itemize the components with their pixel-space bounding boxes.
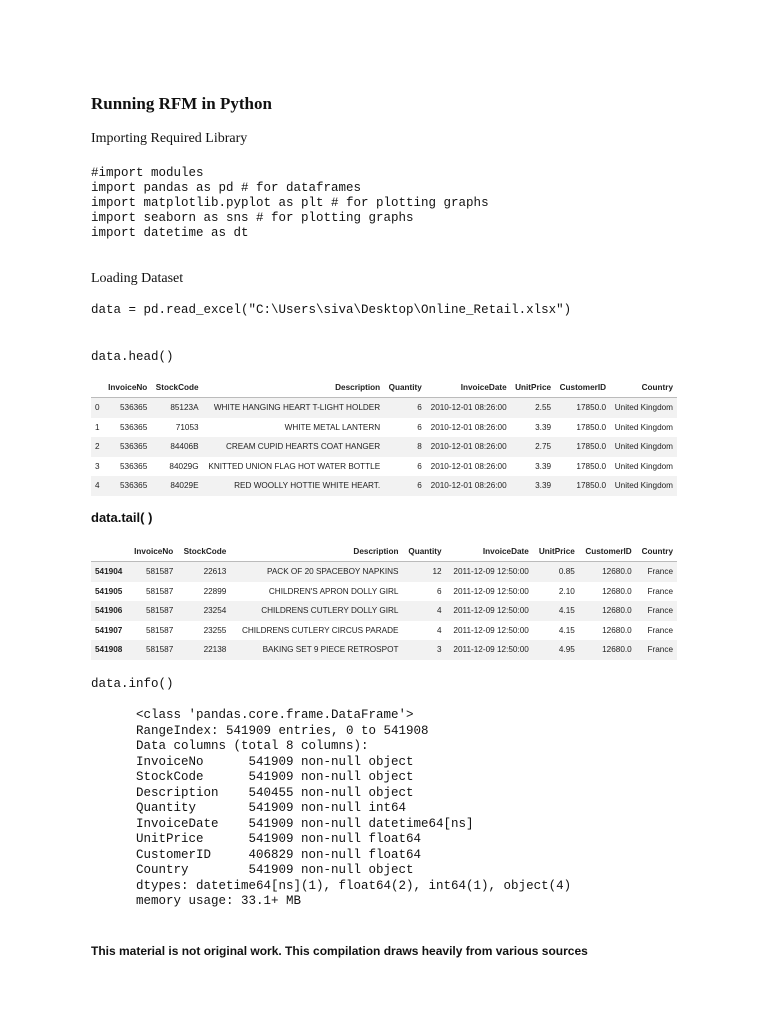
table-cell: 6 — [417, 422, 422, 432]
table-cell: 12680.0 — [602, 625, 632, 635]
column-header — [91, 542, 128, 562]
table-cell: 2010-12-01 08:26:00 — [426, 437, 511, 457]
table-cell: 536365 — [119, 461, 148, 471]
table-cell: 12 — [402, 562, 445, 582]
column-header: InvoiceNo — [128, 542, 177, 562]
table-cell: 536365 — [119, 422, 148, 432]
table-cell: 22899 — [203, 586, 227, 596]
table-cell: 4.15 — [533, 601, 579, 621]
table-header-row — [91, 378, 677, 398]
table-cell: France — [647, 625, 673, 635]
table-cell: 536365 — [104, 437, 152, 457]
import-code-block: #import modules import pandas as pd # for dataframes import matplotlib.pyplot as plt # for plotting graphs import seaborn as sns # for plotting graphs import datetime as dt — [91, 166, 489, 240]
table-cell: 71053 — [175, 422, 199, 432]
row-index-cell: 541904 — [91, 562, 128, 582]
table-row — [91, 418, 677, 438]
table-cell: 2.10 — [558, 586, 575, 596]
column-header: StockCode — [151, 378, 202, 398]
table-cell: 85123A — [151, 398, 202, 418]
table-cell: 17850.0 — [555, 398, 610, 418]
info-code-line: data.info() — [91, 677, 174, 691]
table-cell: 0.85 — [533, 562, 579, 582]
table-cell: France — [636, 562, 677, 582]
column-header: CustomerID — [579, 542, 636, 562]
table-row — [91, 457, 677, 477]
row-index-cell: 541907 — [95, 625, 123, 635]
table-cell: 2011-12-09 12:50:00 — [446, 640, 533, 660]
table-cell: 2011-12-09 12:50:00 — [446, 601, 533, 621]
column-header: Description — [203, 378, 385, 398]
table-cell: France — [647, 586, 673, 596]
table-cell: 17850.0 — [576, 461, 607, 471]
table-cell: CHILDREN'S APRON DOLLY GIRL — [268, 586, 399, 596]
table-cell: 84406B — [151, 437, 202, 457]
table-row — [91, 437, 677, 457]
tail-dataframe-table — [91, 542, 677, 660]
table-cell: 2010-12-01 08:26:00 — [426, 398, 511, 418]
table-cell: WHITE METAL LANTERN — [284, 422, 381, 432]
column-header — [91, 378, 104, 398]
table-cell: 3.39 — [511, 476, 555, 496]
table-cell: 12680.0 — [579, 640, 636, 660]
table-cell: 2011-12-09 12:50:00 — [453, 586, 529, 596]
column-header: UnitPrice — [511, 378, 555, 398]
table-cell: 17850.0 — [555, 476, 610, 496]
load-code-line: data = pd.read_excel("C:\Users\siva\Desktop\Online_Retail.xlsx") — [91, 303, 572, 317]
table-cell: 3.39 — [535, 422, 552, 432]
table-cell: 2.55 — [511, 398, 555, 418]
table-cell: 3 — [402, 640, 445, 660]
footer-disclaimer: This material is not original work. This compilation draws heavily from various sources — [91, 944, 588, 958]
table-cell: 84029E — [151, 476, 202, 496]
column-header: Country — [636, 542, 677, 562]
table-cell: RED WOOLLY HOTTIE WHITE HEART. — [203, 476, 385, 496]
row-index-cell: 541908 — [91, 640, 128, 660]
info-output-block: <class 'pandas.core.frame.DataFrame'> RangeIndex: 541909 entries, 0 to 541908 Data columns (total 8 columns): InvoiceNo 541909 non-null object StockCode 541909 non-null object Description 540455 non-null object Quantity 541909 non-null int64 InvoiceDate 541909 non-null datetime64[ns] UnitPrice 541909 non-null float64 CustomerID 406829 non-null float64 Country 541909 non-null object dtypes: datetime64[ns](1), float64(2), int64(1), object(4) memory usage: 33.1+ MB — [136, 708, 572, 908]
column-header: CustomerID — [555, 378, 610, 398]
table-row — [91, 621, 677, 641]
table-cell: 17850.0 — [555, 437, 610, 457]
table-cell: CHILDRENS CUTLERY CIRCUS PARADE — [241, 625, 399, 635]
table-row — [91, 476, 677, 496]
table-cell: CHILDRENS CUTLERY DOLLY GIRL — [230, 601, 402, 621]
table-cell: 4 — [402, 601, 445, 621]
table-cell: 581587 — [128, 640, 177, 660]
column-header: Description — [230, 542, 402, 562]
table-row — [91, 582, 677, 602]
table-cell: WHITE HANGING HEART T-LIGHT HOLDER — [203, 398, 385, 418]
row-index-cell: 541905 — [95, 586, 123, 596]
column-header: UnitPrice — [533, 542, 579, 562]
column-header: InvoiceNo — [104, 378, 152, 398]
table-row — [91, 640, 677, 660]
table-cell: 6 — [384, 476, 426, 496]
section-heading-import: Importing Required Library — [91, 131, 248, 146]
table-cell: United Kingdom — [614, 422, 673, 432]
table-cell: 84029G — [169, 461, 199, 471]
table-cell: 2011-12-09 12:50:00 — [453, 625, 529, 635]
table-cell: 2.75 — [511, 437, 555, 457]
table-cell: 8 — [384, 437, 426, 457]
table-cell: CREAM CUPID HEARTS COAT HANGER — [203, 437, 385, 457]
column-header: StockCode — [177, 542, 230, 562]
row-index-cell: 3 — [95, 461, 100, 471]
table-cell: 6 — [437, 586, 442, 596]
table-cell: 17850.0 — [576, 422, 607, 432]
table-cell: 536365 — [104, 398, 152, 418]
row-index-cell: 541906 — [91, 601, 128, 621]
column-header: Country — [610, 378, 677, 398]
row-index-cell: 4 — [91, 476, 104, 496]
table-cell: 12680.0 — [579, 601, 636, 621]
table-cell: 22138 — [177, 640, 230, 660]
row-index-cell: 2 — [91, 437, 104, 457]
table-cell: 12680.0 — [602, 586, 632, 596]
column-header: InvoiceDate — [446, 542, 533, 562]
table-cell: 2011-12-09 12:50:00 — [446, 562, 533, 582]
table-cell: 3.39 — [535, 461, 552, 471]
table-cell: 4.15 — [558, 625, 575, 635]
table-cell: 2010-12-01 08:26:00 — [430, 461, 507, 471]
table-cell: 23255 — [203, 625, 227, 635]
table-cell: 23254 — [177, 601, 230, 621]
table-cell: United Kingdom — [610, 437, 677, 457]
table-header-row — [91, 542, 677, 562]
row-index-cell: 1 — [95, 422, 100, 432]
table-cell: 581587 — [128, 601, 177, 621]
head-dataframe-table — [91, 378, 677, 496]
section-heading-loading: Loading Dataset — [91, 271, 184, 286]
table-cell: 2010-12-01 08:26:00 — [426, 476, 511, 496]
table-cell: France — [636, 640, 677, 660]
page-title: Running RFM in Python — [91, 94, 272, 113]
table-row — [91, 398, 677, 418]
column-header: InvoiceDate — [426, 378, 511, 398]
table-cell: 12680.0 — [579, 562, 636, 582]
table-cell: United Kingdom — [610, 476, 677, 496]
column-header: Quantity — [384, 378, 426, 398]
table-cell: 6 — [384, 398, 426, 418]
table-cell: PACK OF 20 SPACEBOY NAPKINS — [230, 562, 402, 582]
table-cell: 581587 — [145, 586, 174, 596]
table-row — [91, 562, 677, 582]
table-cell: 4 — [437, 625, 442, 635]
table-cell: KNITTED UNION FLAG HOT WATER BOTTLE — [208, 461, 381, 471]
table-cell: 581587 — [145, 625, 174, 635]
table-cell: United Kingdom — [610, 398, 677, 418]
tail-code-label: data.tail( ) — [91, 510, 153, 525]
table-cell: 581587 — [128, 562, 177, 582]
table-row — [91, 601, 677, 621]
table-cell: 6 — [417, 461, 422, 471]
column-header: Quantity — [402, 542, 445, 562]
table-cell: 536365 — [104, 476, 152, 496]
table-cell: 2010-12-01 08:26:00 — [430, 422, 507, 432]
row-index-cell: 0 — [91, 398, 104, 418]
table-cell: 22613 — [177, 562, 230, 582]
table-cell: United Kingdom — [614, 461, 673, 471]
table-cell: 4.95 — [533, 640, 579, 660]
table-cell: BAKING SET 9 PIECE RETROSPOT — [230, 640, 402, 660]
head-code-line: data.head() — [91, 350, 174, 364]
table-cell: France — [636, 601, 677, 621]
